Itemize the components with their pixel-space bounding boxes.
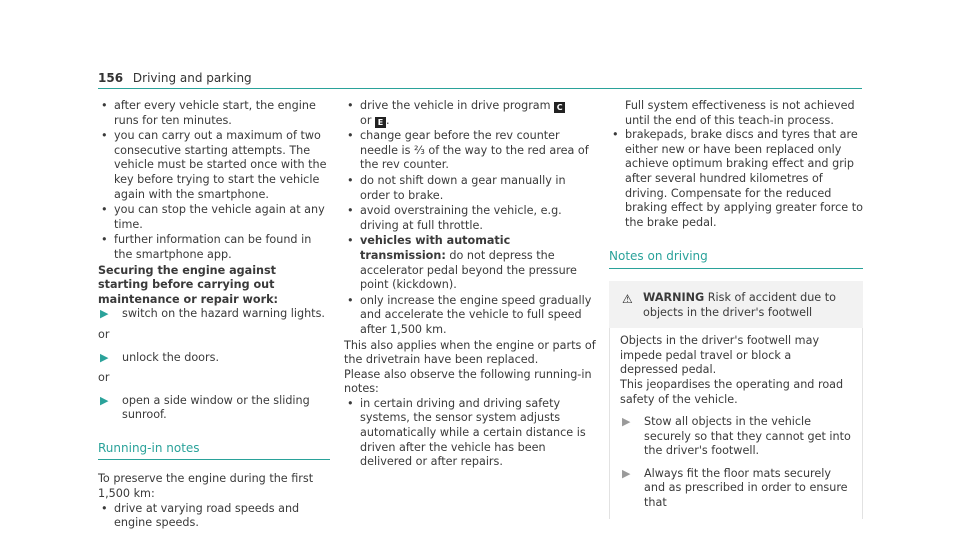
arrow-right-icon: ▶ bbox=[100, 307, 109, 321]
list-item: • drive at varying road speeds and engine speeds. bbox=[98, 502, 330, 531]
or-text: or bbox=[98, 327, 110, 341]
drive-program-text: drive the vehicle in drive program bbox=[360, 99, 551, 112]
list-item bbox=[344, 99, 596, 128]
list-item: • you can carry out a maximum of two consecutive starting attempts. The vehicle must be started once with the key before trying to start the vehicle again with the smartphone. bbox=[98, 129, 330, 202]
period-text: . bbox=[386, 113, 390, 127]
list-item bbox=[344, 234, 596, 292]
column-3 bbox=[609, 99, 863, 519]
column-2 bbox=[344, 99, 596, 471]
warning-body bbox=[609, 328, 863, 519]
drive-program-c-icon: C bbox=[554, 102, 565, 113]
warning-text: Risk of accident due to objects in the driver's footwell bbox=[643, 290, 836, 319]
running-in-list bbox=[98, 502, 330, 531]
warning-triangle-icon: ⚠ bbox=[622, 291, 633, 306]
step-text: Stow all objects in the vehicle securely so that they cannot get into the driver's footwell. bbox=[644, 415, 851, 458]
or-text: or bbox=[360, 113, 372, 127]
step-text: switch on the hazard warning lights. bbox=[122, 307, 325, 321]
arrow-right-icon: ▶ bbox=[100, 350, 109, 364]
automatic-transmission-label: vehicles with automatic transmission: bbox=[360, 234, 511, 262]
warning-paragraph: This jeopardises the operating and road safety of the vehicle. bbox=[620, 377, 844, 406]
page-header bbox=[98, 71, 252, 85]
observe-text: Please also observe the following running-in notes: bbox=[344, 367, 592, 396]
continued-text: Full system effectiveness is not achieved until the end of this teach-in process. bbox=[625, 99, 855, 127]
running-in-bullet-list bbox=[344, 99, 596, 338]
warning-label: WARNING bbox=[643, 290, 705, 304]
sensor-list bbox=[344, 397, 596, 470]
section-rule bbox=[609, 268, 863, 269]
instruction-step bbox=[620, 415, 852, 459]
step-text: open a side window or the sliding sunroof. bbox=[122, 393, 310, 422]
page-number: 156 bbox=[98, 71, 124, 85]
warning-header bbox=[609, 281, 863, 328]
brake-list bbox=[609, 128, 863, 230]
running-in-intro: To preserve the engine during the first 1,500 km: bbox=[98, 472, 314, 501]
warning-box bbox=[609, 281, 863, 519]
step-text: Always fit the floor mats securely and as prescribed in order to ensure that bbox=[644, 466, 848, 510]
list-item: • in certain driving and driving safety systems, the sensor system adjusts automatically while a certain distance is driven after the vehicle has been delivered or after repairs. bbox=[344, 397, 596, 470]
header-rule bbox=[98, 88, 862, 89]
section-title: Driving and parking bbox=[132, 71, 252, 85]
list-item: • brakepads, brake discs and tyres that are either new or have been replaced only achieve optimum braking effect and grip after several hundred kilometres of driving. Compensate for the reduced braking effect by applying greater force to the brake pedal. bbox=[609, 128, 863, 230]
warning-paragraph: Objects in the driver's footwell may impede pedal travel or block a depressed pedal. bbox=[620, 334, 820, 377]
running-in-heading: Running-in notes bbox=[98, 440, 200, 455]
list-item: • do not shift down a gear manually in order to brake. bbox=[344, 174, 596, 203]
arrow-right-icon: ▶ bbox=[622, 466, 631, 480]
or-text: or bbox=[98, 371, 110, 385]
list-item: • only increase the engine speed gradually and accelerate the vehicle to full speed after 1,500 km. bbox=[344, 294, 596, 338]
list-item: • you can stop the vehicle again at any time. bbox=[98, 203, 330, 232]
start-bullet-list bbox=[98, 99, 330, 263]
drive-program-e-icon: E bbox=[375, 117, 386, 128]
automatic-transmission-text: do not depress the accelerator pedal beyond the pressure point (kickdown). bbox=[360, 248, 577, 292]
list-item: • after every vehicle start, the engine runs for ten minutes. bbox=[98, 99, 330, 128]
step-text: unlock the doors. bbox=[122, 350, 220, 364]
securing-heading: Securing the engine against starting before carrying out maintenance or repair work: bbox=[98, 263, 278, 306]
instruction-step bbox=[98, 394, 330, 423]
arrow-right-icon: ▶ bbox=[100, 393, 109, 407]
list-item: • change gear before the rev counter needle is ⅔ of the way to the red area of the rev counter. bbox=[344, 129, 596, 173]
instruction-step bbox=[620, 467, 852, 511]
instruction-step bbox=[98, 351, 330, 366]
applies-text: This also applies when the engine or parts of the drivetrain have been replaced. bbox=[344, 338, 596, 367]
instruction-step bbox=[98, 307, 330, 322]
notes-on-driving-heading: Notes on driving bbox=[609, 249, 708, 264]
arrow-right-icon: ▶ bbox=[622, 415, 631, 429]
list-item: • further information can be found in the smartphone app. bbox=[98, 233, 330, 262]
column-1 bbox=[98, 99, 330, 532]
list-item: • avoid overstraining the vehicle, e.g. driving at full throttle. bbox=[344, 204, 596, 233]
